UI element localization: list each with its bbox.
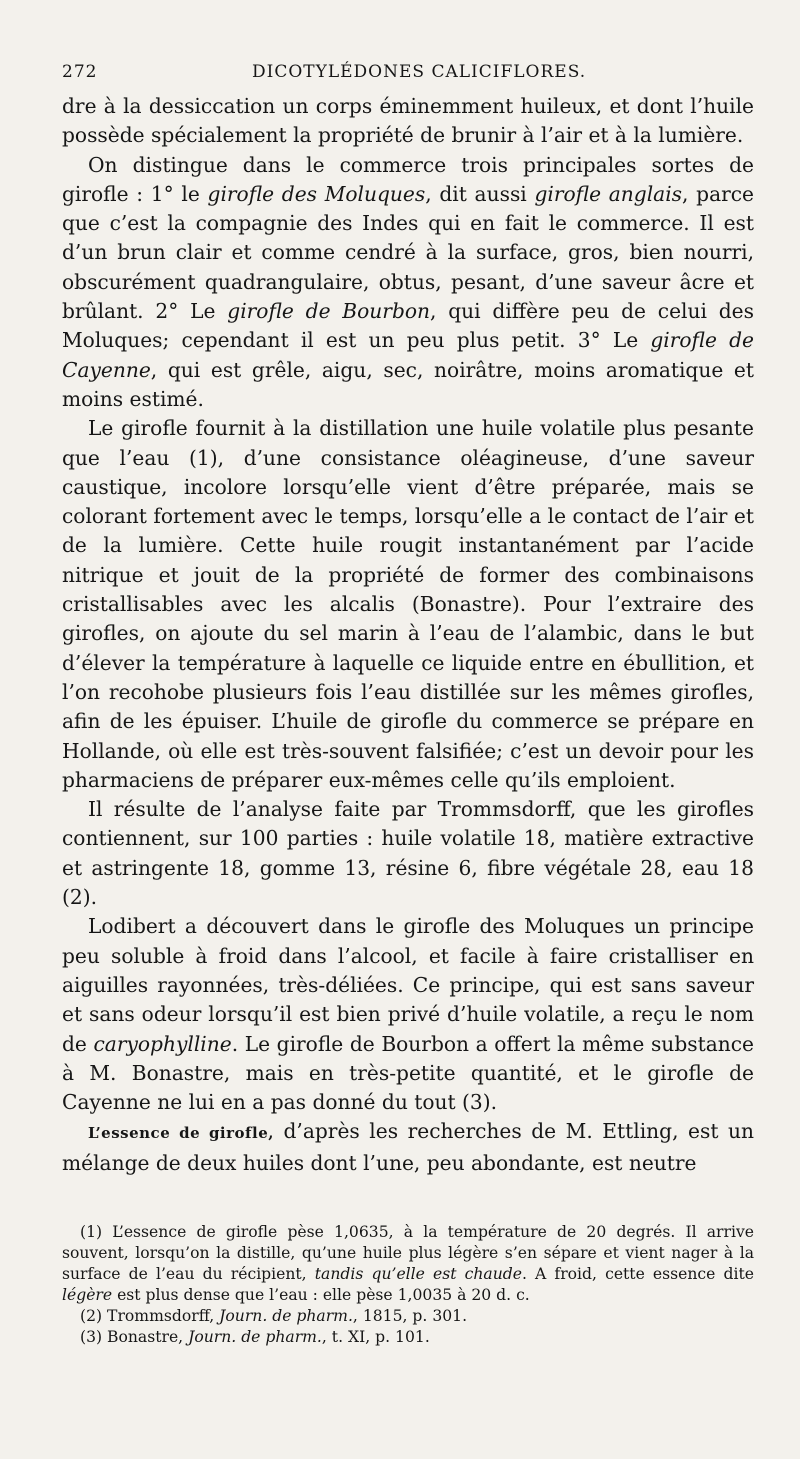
body-text [62, 92, 754, 1178]
footnote-3: (3) Bonastre, Journ. de pharm., t. XI, p. 101. [80, 1327, 430, 1346]
essence-heading: L’essence de girofle, [88, 1124, 274, 1143]
footnote-1: (1) L’essence de girofle pèse 1,0635, à la température de 20 degrés. Il arrive souvent, lorsqu’on la distille, qu’une huile plus légère s’en sépare et vient nager à la surface de l’eau du récipient, tandis qu’elle est chaude. A froid, cette essence dite légère est plus dense que l’eau : elle pèse 1,0035 à 20 d. c. [62, 1222, 754, 1304]
page-number: 272 [62, 62, 98, 82]
paragraph-essence: L’essence de girofle, d’après les recherches de M. Ettling, est un mélange de deux huiles dont l’une, peu abondante, est neutre [62, 1119, 754, 1175]
running-title: DICOTYLÉDONES CALICIFLORES. [252, 62, 587, 82]
paragraph-distillation: Le girofle fournit à la distillation une huile volatile plus pesante que l’eau (1), d’une consistance oléagineuse, d’une saveur caustique, incolore lorsqu’elle vient d’être préparée, mais se colorant fortement avec le temps, lorsqu’elle a le contact de l’air et de la lumière. Cette huile rougit instantanément par l’acide nitrique et jouit de la propriété de former des combinaisons cristallisables avec les alcalis (Bonastre). Pour l’extraire des girofles, on ajoute du sel marin à l’eau de l’alambic, dans le but d’élever la température à laquelle ce liquide entre en ébullition, et l’on recohobe plusieurs fois l’eau distillée sur les mêmes girofles, afin de les épuiser. L’huile de girofle du commerce se prépare en Hollande, où elle est très-souvent falsifiée; c’est un devoir pour les pharmaciens de préparer eux-mêmes celle qu’ils emploient. [62, 416, 754, 792]
footnotes [62, 1222, 754, 1348]
paragraph-clove-varieties: On distingue dans le commerce trois principales sortes de girofle : 1° le girofle des Moluques, dit aussi girofle anglais, parce que c’est la compagnie des Indes qui en fait le commerce. Il est d’un brun clair et comme cendré à la surface, gros, bien nourri, obscurément quadrangulaire, obtus, pesant, d’une saveur âcre et brûlant. 2° Le girofle de Bourbon, qui diffère peu de celui des Moluques; cependant il est un peu plus petit. 3° Le girofle de Cayenne, qui est grêle, aigu, sec, noirâtre, moins aromatique et moins estimé. [62, 152, 755, 411]
paragraph-analysis: Il résulte de l’analyse faite par Trommsdorff, que les girofles contiennent, sur 100 parties : huile volatile 18, matière extractive et astringente 18, gomme 13, résine 6, fibre végétale 28, eau 18 (2). [62, 797, 754, 910]
page-header [62, 62, 754, 92]
paragraph-caryophylline: Lodibert a découvert dans le girofle des Moluques un principe peu soluble à froid dans l’alcool, et facile à faire cristalliser en aiguilles rayonnées, très-déliées. Ce principe, qui est sans saveur et sans odeur lorsqu’il est bien privé d’huile volatile, a reçu le nom de caryophylline. Le girofle de Bourbon a offert la même substance à M. Bonastre, mais en très-petite quantité, et le girofle de Cayenne ne lui en a pas donné du tout (3). [62, 914, 754, 1115]
footnote-2: (2) Trommsdorff, Journ. de pharm., 1815, p. 301. [80, 1306, 468, 1325]
paragraph-continuation: dre à la dessiccation un corps éminemment huileux, et dont l’huile possède spécialement la propriété de brunir à l’air et à la lumière. [62, 94, 754, 148]
